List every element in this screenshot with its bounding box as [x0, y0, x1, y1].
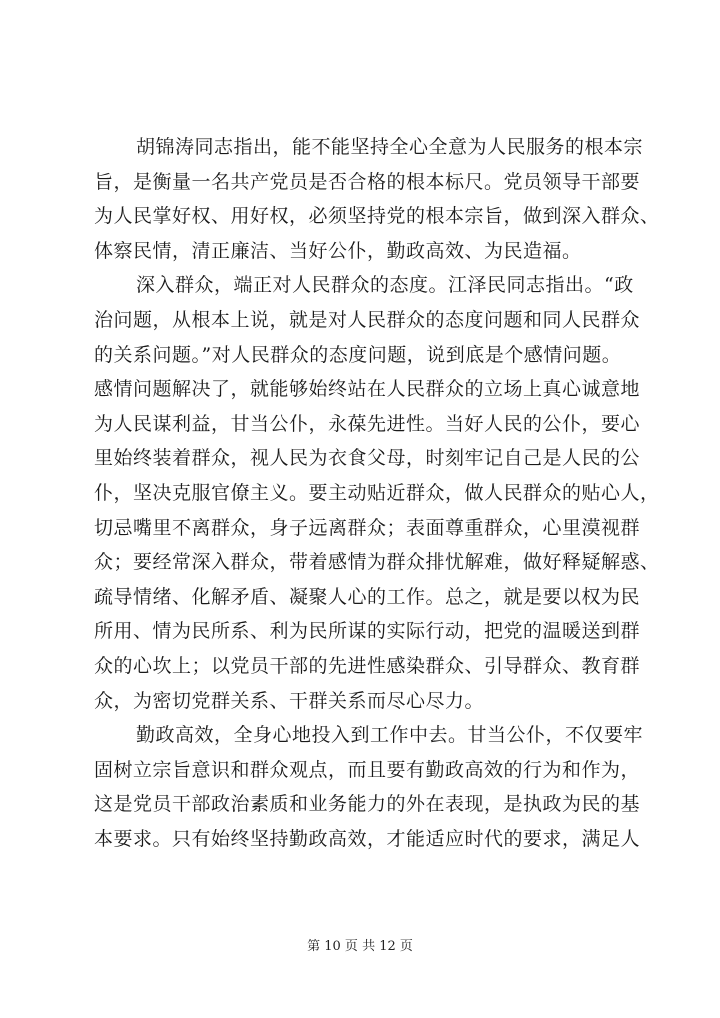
text-line: 本要求。只有始终坚持勤政高效，才能适应时代的要求，满足人 — [94, 827, 641, 850]
text-line: 体察民情，清正廉洁、当好公仆，勤政高效、为民造福。 — [94, 239, 582, 262]
text-line: 疏导情绪、化解矛盾、凝聚人心的工作。总之，就是要以权为民 — [94, 585, 641, 608]
text-line: 为人民谋利益，甘当公仆，永葆先进性。当好人民的公仆，要心 — [94, 412, 641, 435]
text-line: 所用、情为民所系、利为民所谋的实际行动，把党的温暖送到群 — [94, 620, 641, 643]
text-line: 深入群众，端正对人民群众的态度。江泽民同志指出。“政 — [136, 274, 634, 297]
text-line: 里始终装着群众，视人民为衣食父母，时刻牢记自己是人民的公 — [94, 447, 641, 470]
text-line: 勤政高效，全身心地投入到工作中去。甘当公仆，不仅要牢 — [136, 724, 644, 747]
paragraph-3 — [94, 718, 644, 856]
text-line: 旨，是衡量一名共产党员是否合格的根本标尺。党员领导干部要 — [94, 170, 641, 193]
paragraph-1 — [94, 130, 660, 268]
text-line: 这是党员干部政治素质和业务能力的外在表现，是执政为民的基 — [94, 793, 641, 816]
text-line: 众，为密切党群关系、干群关系而尽心尽力。 — [94, 689, 485, 712]
text-line: 众的心坎上；以党员干部的先进性感染群众、引导群众、教育群 — [94, 654, 641, 677]
page-number-label: 第 10 页 共 12 页 — [307, 939, 413, 954]
text-line: 切忌嘴里不离群众，身子远离群众；表面尊重群众，心里漠视群 — [94, 516, 641, 539]
text-line: 胡锦涛同志指出，能不能坚持全心全意为人民服务的根本宗 — [136, 136, 644, 158]
document-body — [94, 130, 660, 856]
paragraph-2 — [94, 268, 660, 718]
text-line: 固树立宗旨意识和群众观点，而且要有勤政高效的行为和作为， — [94, 758, 641, 781]
text-line: 治问题，从根本上说，就是对人民群众的态度问题和同人民群众 — [94, 308, 641, 331]
text-line: 感情问题解决了，就能够始终站在人民群众的立场上真心诚意地 — [94, 378, 641, 401]
text-line: 众；要经常深入群众，带着感情为群众排忧解难，做好释疑解惑、 — [94, 551, 660, 574]
text-line: 仆，坚决克服官僚主义。要主动贴近群众，做人民群众的贴心人， — [94, 481, 660, 504]
page-footer — [0, 938, 720, 956]
text-line: 的关系问题。”对人民群众的态度问题，说到底是个感情问题。 — [94, 343, 622, 366]
text-line: 为人民掌好权、用好权，必须坚持党的根本宗旨，做到深入群众、 — [94, 205, 660, 228]
